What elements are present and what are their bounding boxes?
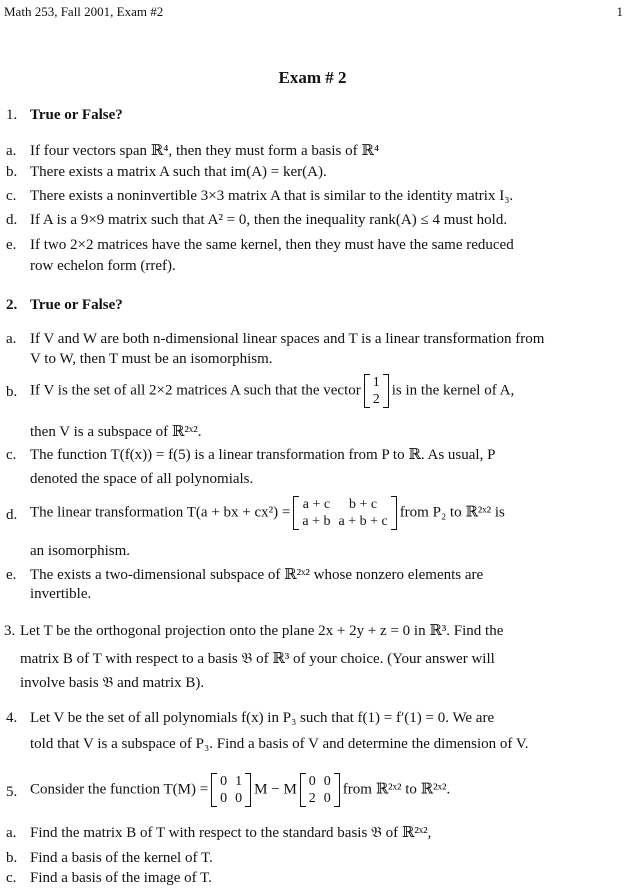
q2-e-line2: invertible. — [30, 586, 92, 602]
q3-line2: matrix B of T with respect to a basis 𝔅 of ℝ³ of your choice. (Your answer will — [20, 651, 495, 667]
q5-after: from ℝ²ˣ² to ℝ²ˣ². — [342, 781, 451, 798]
q2-heading: True or False? — [30, 297, 123, 313]
q2-b-vector-entry: 1 — [372, 375, 380, 390]
q2-d-matrix — [293, 496, 396, 530]
q2-b-line1 — [30, 374, 617, 408]
q2-d-letter: d. — [6, 507, 18, 523]
q5-a-letter: a. — [6, 825, 17, 841]
q5-middle: M − M — [254, 781, 297, 798]
exam-title: Exam # 2 — [278, 68, 347, 87]
q2-d-line1 — [30, 496, 617, 530]
q5-matrix1-entry: 0 — [235, 791, 243, 806]
q5-matrix1-entry: 1 — [235, 774, 243, 789]
q2-b-letter: b. — [6, 384, 18, 400]
q4-line2: told that V is a subspace of P₃. Find a basis of V and determine the dimension of V. — [30, 736, 529, 752]
header-left: Math 253, Fall 2001, Exam #2 — [4, 4, 164, 19]
q5-matrix2-entry: 2 — [308, 791, 316, 806]
q2-b-before: If V is the set of all 2×2 matrices A such that the vector — [30, 382, 361, 399]
q1-e-line2: row echelon form (rref). — [30, 258, 176, 274]
q2-d-matrix-entry: a + b + c — [338, 514, 388, 529]
page-number: 1 — [616, 4, 623, 19]
q2-c-line2: denoted the space of all polynomials. — [30, 471, 254, 487]
q5-matrix2-entry: 0 — [323, 791, 331, 806]
q1-c-letter: c. — [6, 188, 17, 204]
q1-a-text: If four vectors span ℝ⁴, then they must form a basis of ℝ⁴ — [30, 143, 380, 159]
q2-d-after: from P₂ to ℝ²ˣ² is — [399, 504, 505, 521]
q2-d-matrix-entry: a + c — [302, 497, 331, 512]
q1-c-text: There exists a noninvertible 3×3 matrix A that is similar to the identity matrix I₃. — [30, 188, 514, 204]
q2-a-line1: If V and W are both n-dimensional linear spaces and T is a linear transformation from — [30, 331, 545, 347]
q5-c-text: Find a basis of the image of T. — [30, 870, 212, 886]
q2-d-matrix-entry: a + b — [302, 514, 331, 529]
q5-statement — [30, 773, 617, 807]
q3-line1: Let T be the orthogonal projection onto the plane 2x + 2y + z = 0 in ℝ³. Find the — [20, 623, 504, 639]
q5-b-letter: b. — [6, 850, 18, 866]
q2-c-letter: c. — [6, 447, 17, 463]
q2-c-line1: The function T(f(x)) = f(5) is a linear transformation from P to ℝ. As usual, P — [30, 447, 496, 463]
q5-matrix1-entry: 0 — [220, 774, 228, 789]
q1-a-letter: a. — [6, 143, 17, 159]
q1-e-line1: If two 2×2 matrices have the same kernel, then they must have the same reduced — [30, 237, 514, 253]
q5-matrix1 — [211, 773, 251, 807]
q2-e-line1: The exists a two-dimensional subspace of ℝ²ˣ² whose nonzero elements are — [30, 567, 484, 583]
q2-d-before: The linear transformation T(a + bx + cx²) = — [30, 504, 291, 521]
q4-line1: Let V be the set of all polynomials f(x) in P₃ such that f(1) = f′(1) = 0. We are — [30, 710, 495, 726]
q2-b-vector-entry: 2 — [372, 392, 380, 407]
q2-d-matrix-entry: b + c — [349, 497, 378, 512]
q4-number: 4. — [6, 710, 18, 726]
q1-b-text: There exists a matrix A such that im(A) = ker(A). — [30, 164, 327, 180]
q5-a-text: Find the matrix B of T with respect to the standard basis 𝔅 of ℝ²ˣ², — [30, 825, 432, 841]
q3-line3: involve basis 𝔅 and matrix B). — [20, 675, 205, 691]
q3-number: 3. — [4, 623, 16, 639]
q1-d-letter: d. — [6, 212, 18, 228]
q2-d-line2: an isomorphism. — [30, 543, 130, 559]
q5-b-text: Find a basis of the kernel of T. — [30, 850, 213, 866]
q1-heading: True or False? — [30, 107, 123, 123]
q2-number: 2. — [6, 297, 18, 313]
q2-b-after: is in the kernel of A, — [391, 382, 515, 399]
q2-b-vector — [364, 374, 389, 408]
q5-matrix2-entry: 0 — [323, 774, 331, 789]
q2-a-line2: V to W, then T must be an isomorphism. — [30, 351, 273, 367]
q5-matrix2-entry: 0 — [308, 774, 316, 789]
q2-e-letter: e. — [6, 567, 17, 583]
q1-e-letter: e. — [6, 237, 17, 253]
q5-matrix2 — [300, 773, 340, 807]
q1-b-letter: b. — [6, 164, 18, 180]
q5-matrix1-entry: 0 — [220, 791, 228, 806]
q5-c-letter: c. — [6, 870, 17, 886]
q1-d-text: If A is a 9×9 matrix such that A² = 0, then the inequality rank(A) ≤ 4 must hold. — [30, 212, 508, 228]
q5-before: Consider the function T(M) = — [30, 781, 209, 798]
q2-b-line2: then V is a subspace of ℝ²ˣ². — [30, 424, 202, 440]
q2-a-letter: a. — [6, 331, 17, 347]
q1-number: 1. — [6, 107, 18, 123]
q5-number: 5. — [6, 784, 18, 800]
